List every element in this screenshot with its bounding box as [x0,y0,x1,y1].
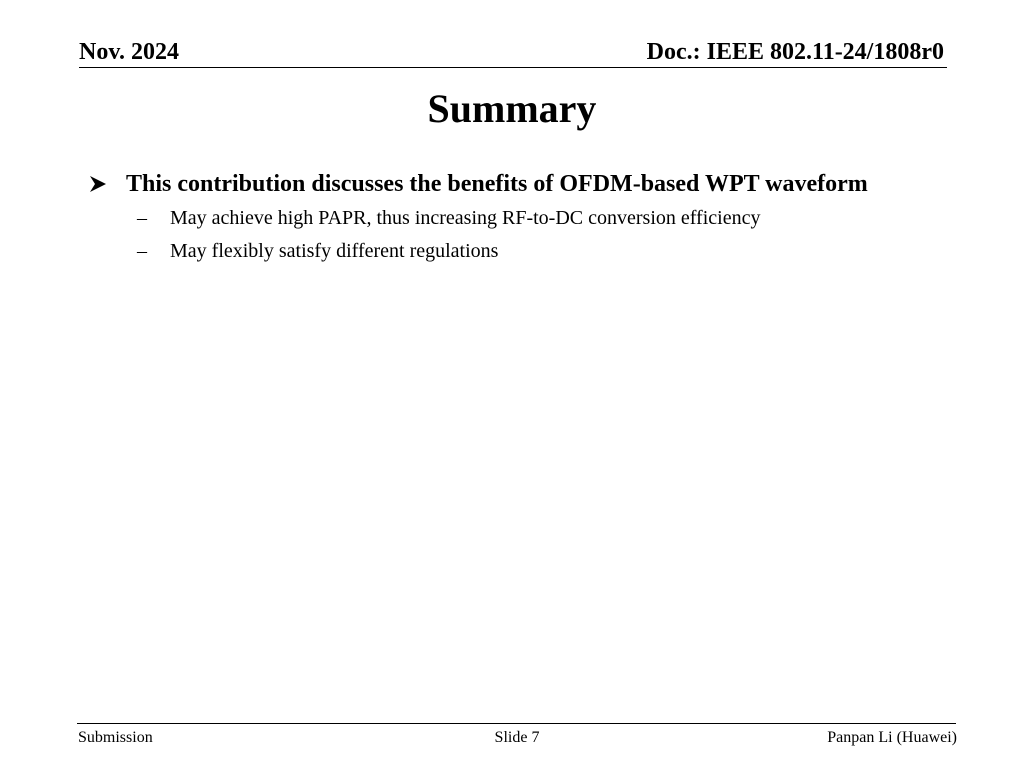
sub-bullet [137,237,498,265]
sub-bullet [137,204,760,232]
slide-title: Summary [427,86,597,131]
header-divider [79,67,947,68]
main-bullet [88,168,868,200]
header-date: Nov. 2024 [79,39,180,65]
sub-bullet-marker: – [137,240,147,262]
sub-bullet-marker: – [137,207,147,229]
footer-author: Panpan Li (Huawei) [827,729,957,746]
arrow-bullet-shape [90,176,106,192]
arrow-bullet-icon [88,174,108,194]
footer-divider [77,723,956,724]
footer-slide-number: Slide 7 [494,729,540,746]
header-doc-id: Doc.: IEEE 802.11-24/1808r0 [646,39,944,65]
sub-bullet-text: May achieve high PAPR, thus increasing RF-to-DC conversion efficiency [170,207,761,229]
sub-bullet-text: May flexibly satisfy different regulations [170,240,499,262]
main-bullet-text: This contribution discusses the benefits of OFDM-based WPT waveform [126,171,868,197]
footer-submission: Submission [78,729,153,746]
